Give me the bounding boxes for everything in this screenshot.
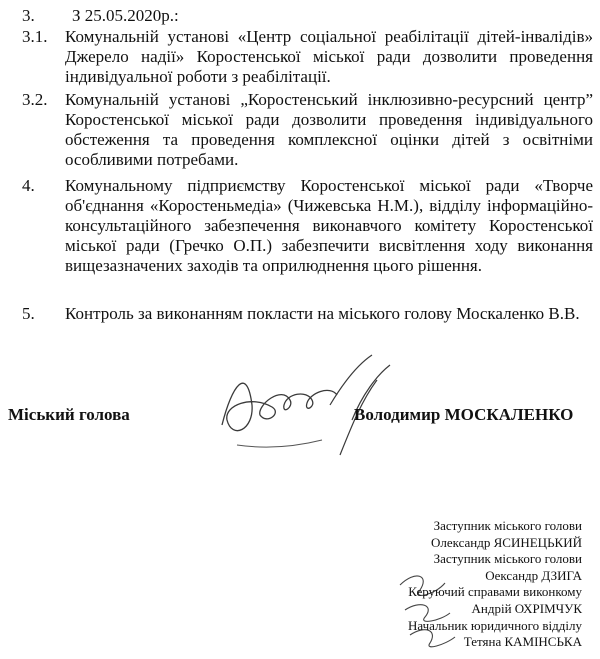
mayor-title: Міський голова <box>8 405 130 424</box>
item-text: Комунальній установі «Центр соціальної реабілітації дітей-інвалідів» Джерело надії» Коростенської міської ради дозволити проведення індивідуальної роботи з реабілітації. <box>65 27 593 86</box>
item-number: 5. <box>22 304 35 323</box>
approval-line: Андрій ОХРІМЧУК <box>471 600 582 616</box>
item-text: З 25.05.2020р.: <box>72 6 179 25</box>
mayor-name: Володимир МОСКАЛЕНКО <box>354 405 574 424</box>
item-text: Контроль за виконанням покласти на міського голову Москаленко В.В. <box>65 304 580 323</box>
approval-line: Оександр ДЗИГА <box>485 567 582 583</box>
approval-line: Заступник міського голови <box>433 551 582 567</box>
item-number: 3.2. <box>22 90 48 109</box>
item-number: 3.1. <box>22 27 48 46</box>
approval-line: Тетяна КАМІНСЬКА <box>463 634 582 650</box>
approval-line: Начальник юридичного відділу <box>407 617 582 633</box>
item-text: Комунальному підприємству Коростенської міської ради «Творче об'єднання «Коростеньмедіа» (Чижевська Н.М.), відділу інформаційно-консультаційного забезпечення виконавчого комітету Коростенської міської ради (Гречко О.П.) забезпечити висвітлення ходу виконання вищезазначених заходів та оприлюднення цього рішення. <box>65 176 593 275</box>
approval-line: Олександр ЯСИНЕЦЬКИЙ <box>430 534 582 550</box>
approvals-block <box>252 518 582 651</box>
approval-line: Керуючий справами виконкому <box>408 584 582 600</box>
item-number: 4. <box>22 176 35 195</box>
approval-line: Заступник міського голови <box>433 518 582 533</box>
item-number: 3. <box>22 6 35 25</box>
item-text: Комунальній установі „Коростенський інклюзивно-ресурсний центр” Коростенської міської ради дозволити проведення індивідуального обстеження та проведення комплексної оцінки дітей з освітніми особливими потребами. <box>65 90 593 169</box>
